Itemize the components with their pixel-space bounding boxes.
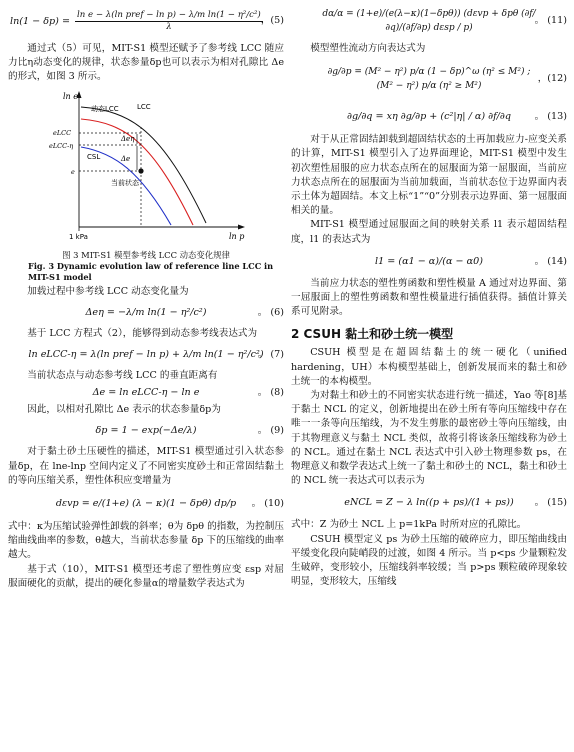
section-heading-csuh: 2 CSUH 黏土和砂土统一模型 xyxy=(291,327,454,342)
paragraph-where-z: 式中：Z 为砂土 NCL 上 p=1kPa 时所对应的孔隙比。 xyxy=(291,519,527,531)
label-current-state: 当前状态 xyxy=(111,178,139,187)
equation-13-number: 。 (13) xyxy=(534,111,567,123)
paragraph-lcc-dynamic: 通过式（5）可见，MIT-S1 模型还赋予了参考线 LCC 随应力比η动态变化的规律，状态参量δp也可以表示为相对孔隙比 Δe 的形式，如图 3 所示。 xyxy=(8,43,284,83)
equation-9-number: 。 (9) xyxy=(257,425,284,437)
equation-14-number: 。 (14) xyxy=(534,255,567,267)
equation-6 xyxy=(8,300,284,326)
lcc-curve xyxy=(81,107,206,223)
paragraph-ncl: 为对黏土和砂土的不同密实状态进行统一描述，Yao 等[8]基于黏土 NCL 的定义，创新地提出在砂土所有等向压缩线中存在唯一一条等向压缩线，为不发生剪胀的最密砂土等向压缩线，由于其物理意义与黏土 NCL 类似，故将引将该条压缩线称为砂土的 NCL。通过在黏土 NCL 表达式中引入砂土物理参数 ps，在物理意义和数学表达式上统一了黏土和砂土的 NCL，黏土和砂土的 NCL 统一表达式可以表示为 xyxy=(291,390,567,487)
equation-7-math: ln eLCC-η = λ(ln pref − ln p) + λ/m ln(1 − η²/c²) xyxy=(28,348,264,360)
equation-8 xyxy=(8,384,284,402)
equation-5-denominator: λ xyxy=(166,21,172,32)
paragraph-interpolation: 当前应力状态的塑性剪函数和塑性模量 A 通过对边界面、第一屈服面上的塑性剪函数和塑性模量进行插值获得。插值计算关系可见附录。 xyxy=(291,277,567,318)
paragraph-compression: 对于黏土砂土压硬性的描述，MIT-S1 模型通过引入状态参量δp，在 lne-lnp 空间内定义了不同密实度砂土和正常固结黏土的等向压缩关系，塑性体积应变增量为 xyxy=(8,446,284,486)
figure-3-caption-en: Fig. 3 Dynamic evolution law of reference line LCC in MIT-S1 model xyxy=(28,260,274,282)
paragraph-crushing-stress: CSUH 模型定义 ps 为砂土压缩的破碎应力，即压缩曲线由平缓变化段向陡峭段的过渡，如图 4 所示。当 p<ps 少量颗粒发生破碎，变形较小，压缩线斜率较缓；当 p>ps 颗粒破碎现象较明显，变形较大，压缩线 xyxy=(291,533,567,588)
paragraph-vertical-distance: 当前状态点与动态参考线 LCC 的垂直距离有 xyxy=(27,370,218,382)
paragraph-csuh-intro: CSUH 模型是在超固结黏土的统一硬化（unified hardening，UH）本构模型基础上，创新发展而来的黏土和砂土统一的本构模型。 xyxy=(291,347,567,387)
y-tick-e: e xyxy=(71,167,75,176)
equation-6-math: Δeη = −λ/m ln(1 − η²/c²) xyxy=(85,306,207,318)
equation-14 xyxy=(291,248,567,276)
current-state-point xyxy=(138,168,143,173)
equation-15-math: eNCL = Z − λ ln((p + ps)/(1 + ps)) xyxy=(344,497,514,509)
paragraph-flow-direction: 模型塑性流动方向表达式为 xyxy=(310,43,426,54)
figure-3 xyxy=(41,87,251,247)
label-dynamic-lcc: 动态LCC xyxy=(91,104,119,113)
equation-8-number: 。 (8) xyxy=(257,387,284,399)
equation-9 xyxy=(8,418,284,444)
y-tick-elcc: eLCC xyxy=(53,128,72,137)
equation-5-numerator: ln e − λ(ln pref − ln p) − λ/m ln(1 − η²/c²) xyxy=(77,9,261,20)
x-axis-arrow xyxy=(238,224,245,229)
equation-5-lhs: ln(1 − δp) = xyxy=(10,15,70,27)
equation-6-number: 。 (6) xyxy=(257,306,284,318)
equation-12-math: ∂g/∂p = (M² − η²) p/α (1 − δp)^ω (η² ≤ M²) ; (M² − η²) p/α (η² ≥ M²) xyxy=(327,67,531,92)
paragraph-lcc-equation: 基于 LCC 方程式（2），能够得到动态参考线表达式为 xyxy=(27,327,258,339)
equation-10 xyxy=(8,489,284,519)
paragraph-state-parameter: 因此，以相对孔隙比 Δe 表示的状态参量δp为 xyxy=(27,404,221,416)
equation-13 xyxy=(291,102,567,132)
equation-11 xyxy=(291,1,567,41)
equation-12 xyxy=(291,57,567,101)
equation-7 xyxy=(8,342,284,368)
paragraph-where-kappa: 式中：κ为压缩试验弹性卸载的斜率；θ为 δpθ 的指数，为控制压缩曲线曲率的参数，θ越大，当前状态参量 δp 下的压缩线的曲率越大。 xyxy=(8,521,284,561)
equation-8-math: Δe = ln eLCC-η − ln e xyxy=(92,387,200,399)
equation-5-number: ，(5) xyxy=(260,14,284,26)
equation-11-number: 。 (11) xyxy=(534,14,567,26)
equation-10-math: dεvp = e/(1+e) (λ − κ)(1 − δpθ) dp/p xyxy=(55,497,237,509)
equation-10-number: 。 (10) xyxy=(251,497,284,509)
figure-3-caption-cn: 图 3 MIT-S1 模型参考线 LCC 动态变化规律 xyxy=(62,249,230,260)
paragraph-bounding-surface: 对于从正常固结卸载到超固结状态的土再加载应力-应变关系的计算，MIT-S1 模型引入了边界面理论，MIT-S1 模型中发生初次塑性屈服的应力状态点所在的屈服面为第一屈服面，当前应力状态点所在的屈服面为当前加载面，当前状态位于边界面内表示土体为超固结。本文上标“1”“0”分别表示边界面、第一屈服面相关的量。 xyxy=(291,134,567,217)
equation-13-math: ∂g/∂q = xη ∂g/∂p + (c²|η| / α) ∂f/∂q xyxy=(347,111,511,123)
equation-5-fraction xyxy=(75,10,263,33)
label-lcc: LCC xyxy=(137,102,151,111)
equation-14-math: l1 = (α1 − α)/(α − α0) xyxy=(375,255,483,267)
equation-15 xyxy=(291,489,567,517)
equation-7-number: 。 (7) xyxy=(257,348,284,360)
y-axis-label: ln e xyxy=(63,91,78,101)
paragraph-lcc-change: 加载过程中参考线 LCC 动态变化量为 xyxy=(27,285,189,297)
label-delta-e-eta: Δeη xyxy=(121,134,135,143)
equation-15-number: 。 (15) xyxy=(534,497,567,509)
x-tick-1kpa: 1 kPa xyxy=(69,232,88,241)
x-axis-label: ln p xyxy=(229,231,245,241)
equation-5 xyxy=(8,1,284,41)
figure-3-plot xyxy=(41,87,251,247)
label-csl: CSL xyxy=(87,152,101,161)
paragraph-mapping: MIT-S1 模型通过屈服面之间的映射关系 l1 表示超固结程度，l1 的表达式为 xyxy=(291,219,567,245)
y-tick-elcc-eta: eLCC-η xyxy=(49,141,74,150)
equation-12-number: ，(12) xyxy=(537,73,567,85)
equation-11-math: dα/α = (1+e)/(e(λ−κ)(1−δpθ)) (dεvp + δpθ (∂f/∂q)/(∂f/∂p) dεsp / p) xyxy=(322,8,536,33)
equation-9-math: δp = 1 − exp(−Δe/λ) xyxy=(95,425,197,437)
paragraph-hardening: 基于式（10），MIT-S1 模型还考虑了塑性剪应变 εsp 对屈服面硬化的贡献，提出的硬化参量α的增量数学表达式为 xyxy=(8,563,284,589)
right-column xyxy=(291,0,567,589)
left-column xyxy=(8,0,284,591)
label-delta-e: Δe xyxy=(121,154,131,163)
